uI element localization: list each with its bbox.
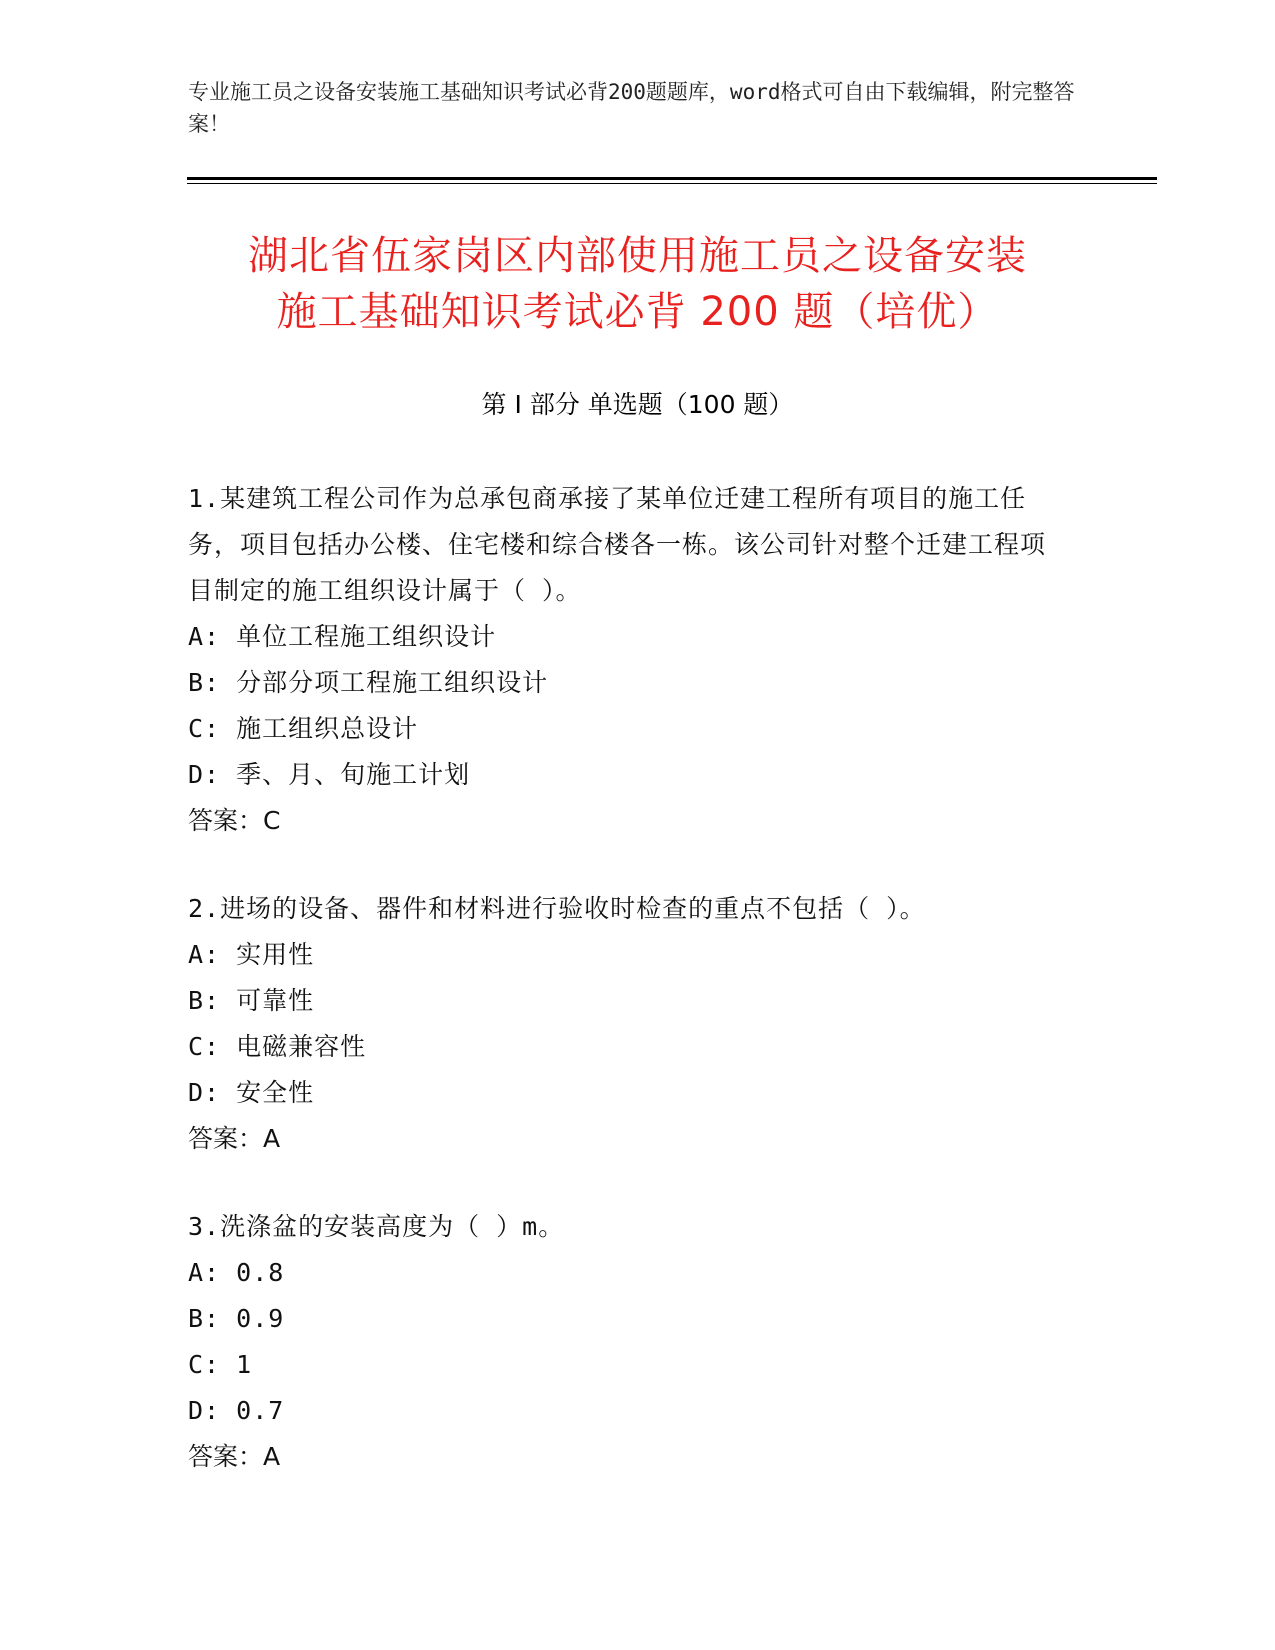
question-list (188, 476, 1068, 1522)
question-text: 3.洗涤盆的安装高度为（ ）m。 (188, 1212, 565, 1241)
option-d: D: 安全性 (188, 1078, 315, 1107)
question-text: 2.进场的设备、器件和材料进行验收时检查的重点不包括（ ）。 (188, 894, 926, 923)
question-3 (188, 1204, 1068, 1480)
answer: 答案：A (188, 1442, 281, 1471)
document-title-line-2: 施工基础知识考试必背 200 题（培优） (276, 289, 999, 335)
question-1 (188, 476, 1068, 844)
document-title (0, 228, 1275, 340)
answer: 答案：A (188, 1124, 281, 1153)
option-d: D: 季、月、旬施工计划 (188, 760, 471, 789)
option-c: C: 电磁兼容性 (188, 1032, 367, 1061)
option-b: B: 可靠性 (188, 986, 315, 1015)
option-a: A: 单位工程施工组织设计 (188, 622, 497, 651)
option-c: C: 施工组织总设计 (188, 714, 419, 743)
option-b: B: 0.9 (188, 1304, 285, 1333)
option-c: C: 1 (188, 1350, 253, 1379)
document-title-line-1: 湖北省伍家岗区内部使用施工员之设备安装 (248, 233, 1027, 279)
header-note: 专业施工员之设备安装施工基础知识考试必背200题题库，word格式可自由下载编辑，附完整答案！ (188, 80, 1075, 136)
option-a: A: 实用性 (188, 940, 315, 969)
option-d: D: 0.7 (188, 1396, 285, 1425)
question-2 (188, 886, 1068, 1162)
option-a: A: 0.8 (188, 1258, 285, 1287)
header-divider-thick (187, 177, 1157, 180)
question-text: 1.某建筑工程公司作为总承包商承接了某单位迁建工程所有项目的施工任务，项目包括办公楼、住宅楼和综合楼各一栋。该公司针对整个迁建工程项目制定的施工组织设计属于（ ）。 (188, 484, 1047, 605)
header-divider-thin (187, 183, 1157, 184)
answer: 答案：C (188, 806, 281, 835)
section-title: 第 I 部分 单选题（100 题） (481, 390, 794, 419)
option-b: B: 分部分项工程施工组织设计 (188, 668, 549, 697)
